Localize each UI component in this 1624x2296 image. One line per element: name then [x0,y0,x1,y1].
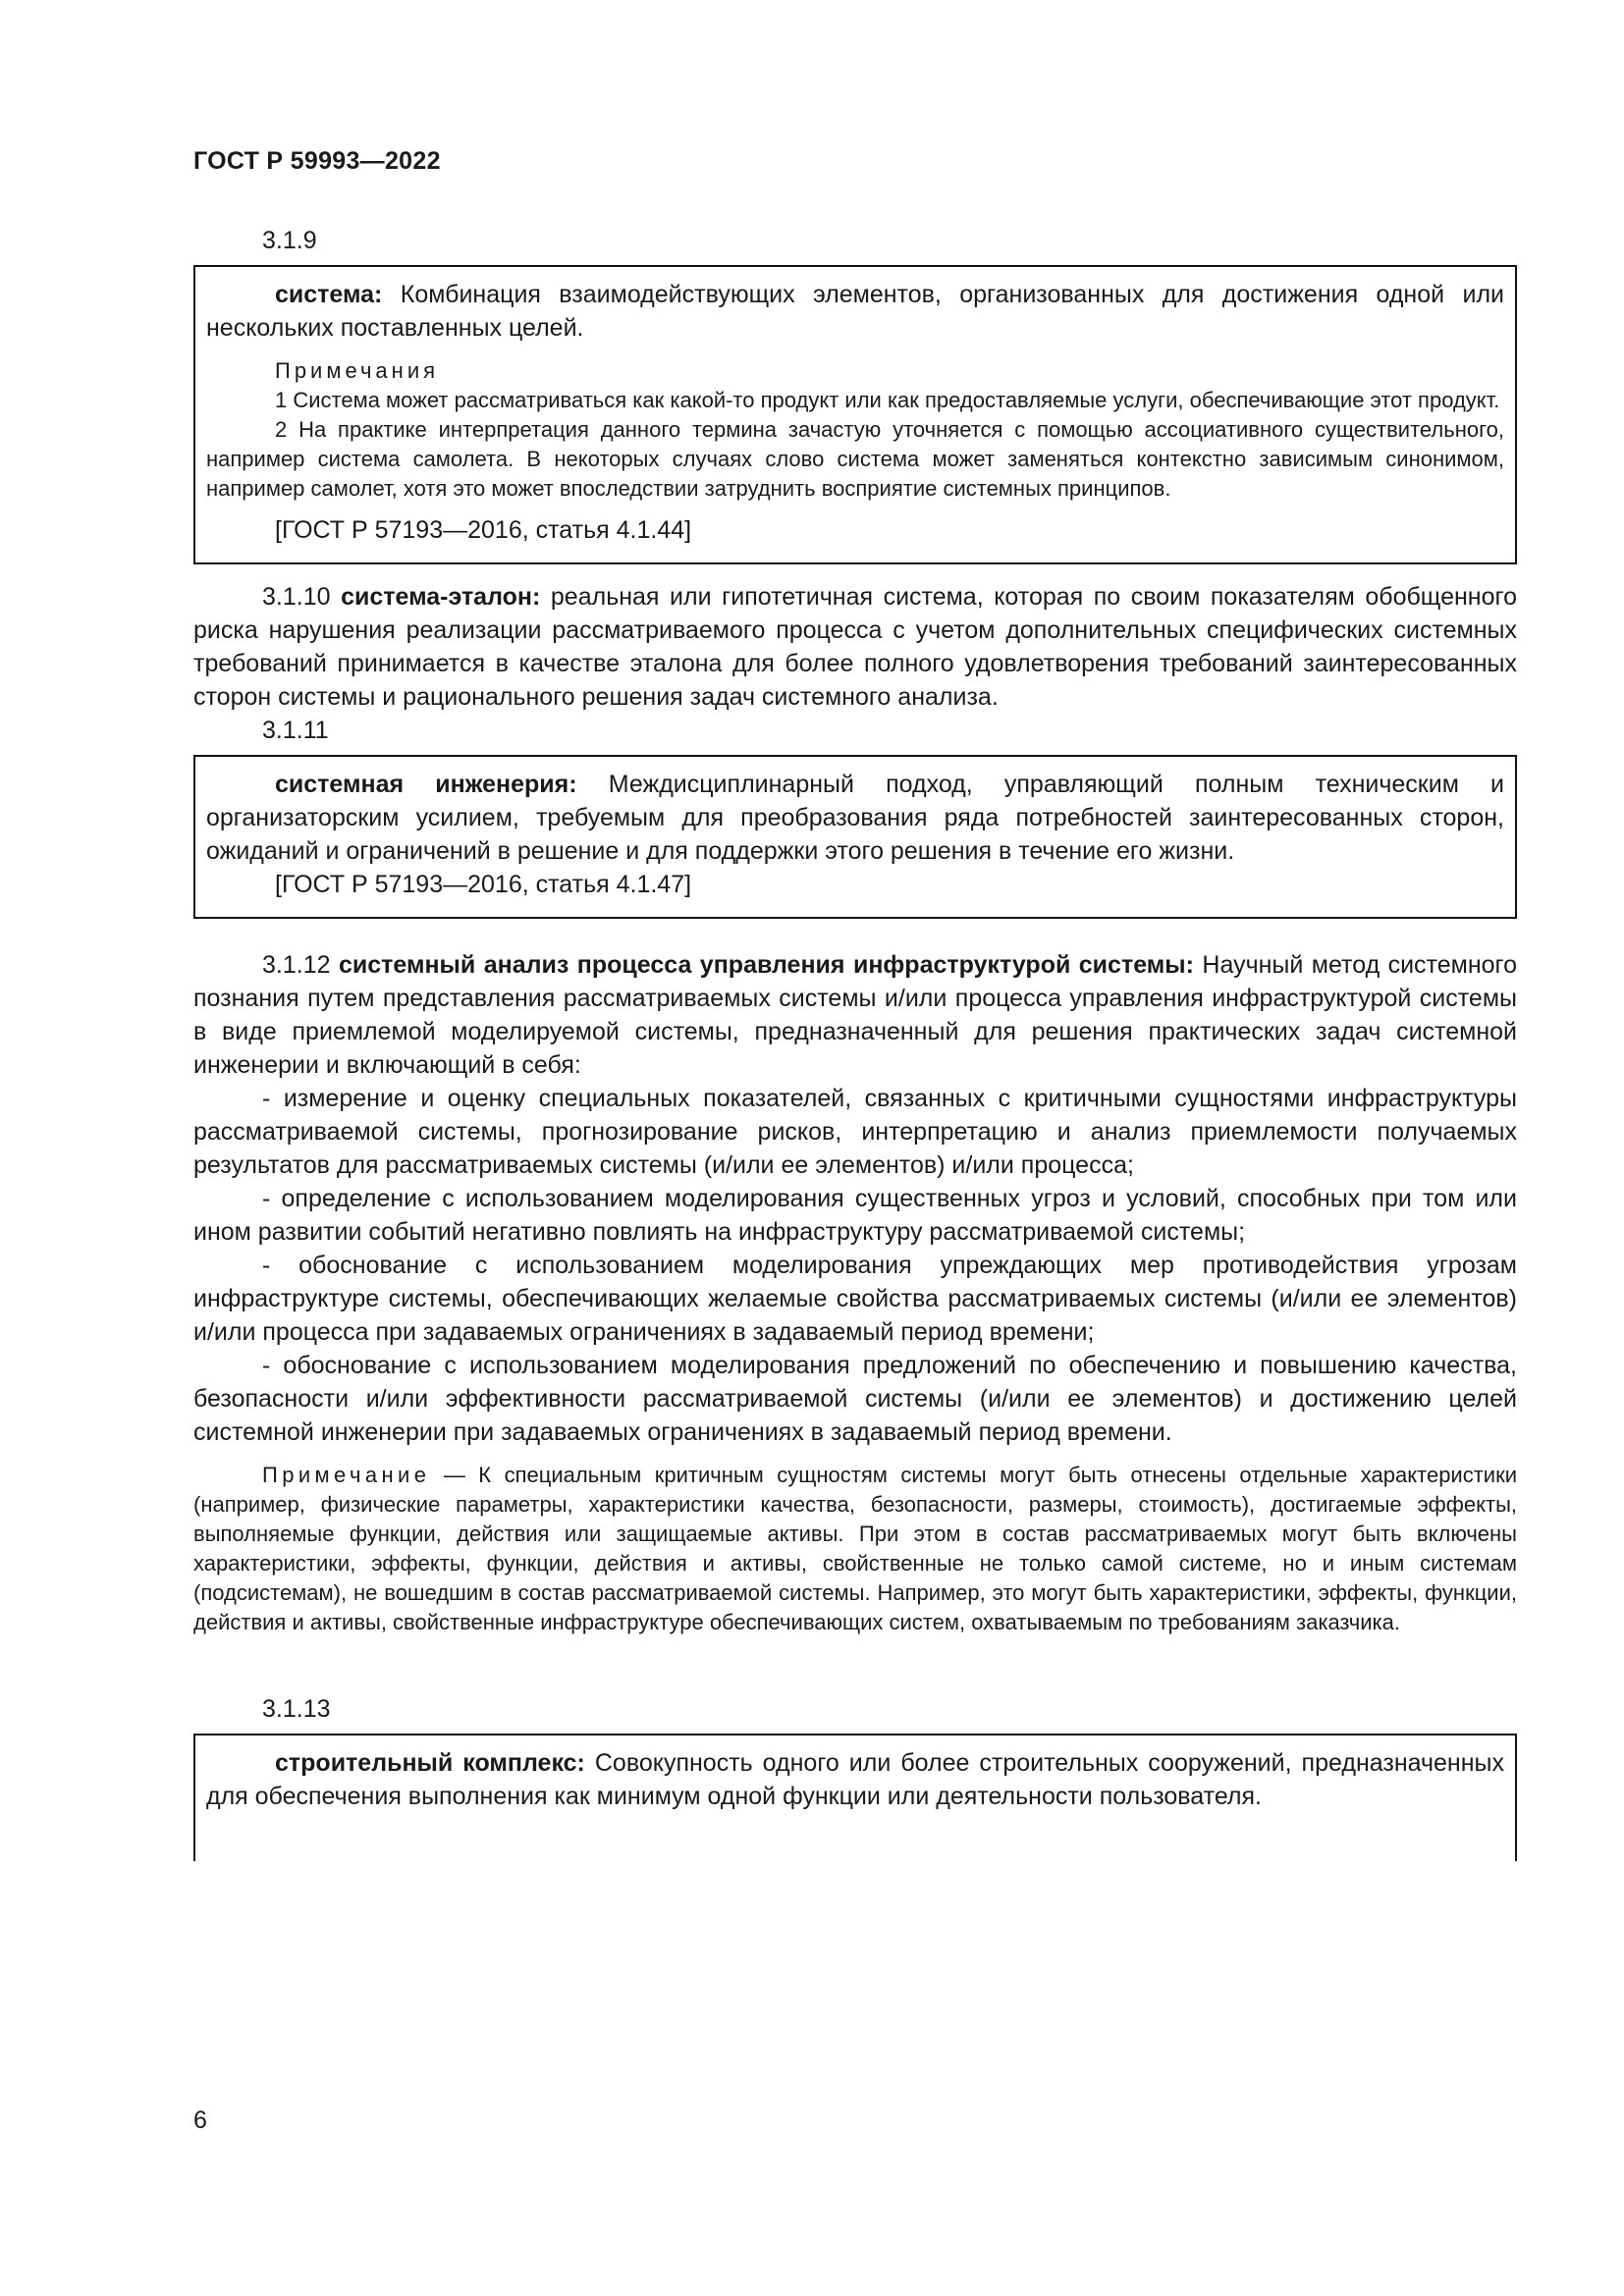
section-number-3-1-13: 3.1.13 [262,1695,331,1723]
section-number: 3.1.12 [262,951,331,979]
section-number: 3.1.10 [262,583,331,611]
term: строительный комплекс: [275,1749,585,1777]
definition-text: Научный метод системного познания путем представления рассматриваемых системы и/или процесса управления инфраструктурой системы в виде приемлемой моделируемой системы, предназначенный для решения практических задач системной инженерии и включающий в себя: [193,951,1518,1079]
note-1: 1 Система может рассматриваться как какой-то продукт или как предоставляемые услуги, обеспечивающие этот продукт. [275,388,1500,412]
list-item-2: - определение с использованием моделирования существенных угроз и условий, способных при том или ином развитии событий негативно повлиять на инфраструктуру рассматриваемой системы; [193,1185,1517,1246]
term: системная инженерия: [275,771,577,798]
document-body [193,224,1517,1861]
note-text: — К специальным критичным сущностям системы могут быть отнесены отдельные характеристики (например, физические параметры, характеристики качества, безопасности, размеры, стоимость), достигаемые эффекты, выполняемые функции, действия или защищаемые активы. При этом в состав рассматриваемых могут быть включены характеристики, эффекты, функции, действия и активы, свойственные не только самой системе, но и иным системам (подсистемам), не вошедшим в состав рассматриваемой системы. Например, это могут быть характеристики, эффекты, функции, действия и активы, свойственные инфраструктуре обеспечивающих систем, охватываемым по требованиям заказчика. [193,1463,1517,1634]
definition-3-1-9 [206,278,1504,345]
note-label: Примечание [262,1463,431,1487]
section-number-3-1-9: 3.1.9 [262,227,317,254]
term: система-эталон: [341,583,541,611]
list-item-4: - обоснование с использованием моделирования предложений по обеспечению и повышению качества, безопасности и/или эффективности рассматриваемой системы (и/или ее элементов) и достижению целей системной инженерии при задаваемых ограничениях в задаваемый период времени. [193,1352,1517,1446]
section-number-3-1-11: 3.1.11 [262,717,329,744]
list-item-1: - измерение и оценку специальных показателей, связанных с критичными сущностями инфраструктуры рассматриваемой системы, прогнозирование рисков, интерпретацию и анализ приемлемости получаемых результатов для рассматриваемых системы (и/или ее элементов) и/или процесса; [193,1085,1517,1179]
term: системный анализ процесса управления инфраструктурой системы: [338,951,1194,979]
definition-box-3-1-11 [193,755,1517,919]
definition-3-1-13 [206,1746,1504,1813]
note-3-1-12 [193,1461,1517,1637]
definition-text: Комбинация взаимодействующих элементов, организованных для достижения одной или нескольких поставленных целей. [206,281,1504,342]
definition-3-1-11 [206,768,1504,868]
note-2: 2 На практике интерпретация данного термина зачастую уточняется с помощью ассоциативного существительного, например система самолета. В некоторых случаях слово система может заменяться контекстно зависимым синонимом, например самолет, хотя это может впоследствии затруднить восприятие системных принципов. [206,417,1504,501]
citation-3-1-9: [ГОСТ Р 57193—2016, статья 4.1.44] [275,516,692,544]
citation-3-1-11: [ГОСТ Р 57193—2016, статья 4.1.47] [275,871,692,898]
list-item-3: - обоснование с использованием моделирования упреждающих мер противодействия угрозам инфраструктуре системы, обеспечивающих желаемые свойства рассматриваемых системы (и/или ее элементов) и/или процесса при задаваемых ограничениях в задаваемый период времени; [193,1252,1517,1346]
definition-text: Междисциплинарный подход, управляющий полным техническим и организаторским усилием, требуемым для преобразования ряда потребностей заинтересованных сторон, ожиданий и ограничений в решение и для поддержки этого решения в течение его жизни. [206,771,1505,865]
definition-text: Совокупность одного или более строительных сооружений, предназначенных для обеспечения выполнения как минимум одной функции или деятельности пользователя. [206,1749,1505,1810]
definition-box-3-1-13 [193,1734,1517,1861]
page-number: 6 [193,2107,207,2134]
definition-3-1-10 [193,580,1517,714]
definition-box-3-1-9 [193,265,1517,564]
notes-title: Примечания [275,358,440,383]
definition-text: реальная или гипотетичная система, которая по своим показателям обобщенного риска нарушения реализации рассматриваемого процесса с учетом дополнительных специфических системных требований принимается в качестве эталона для более полного удовлетворения требований заинтересованных сторон системы и рационального решения задач системного анализа. [193,583,1517,711]
document-header: ГОСТ Р 59993—2022 [193,147,441,175]
definition-3-1-12 [193,948,1517,1082]
term: система: [275,281,383,308]
